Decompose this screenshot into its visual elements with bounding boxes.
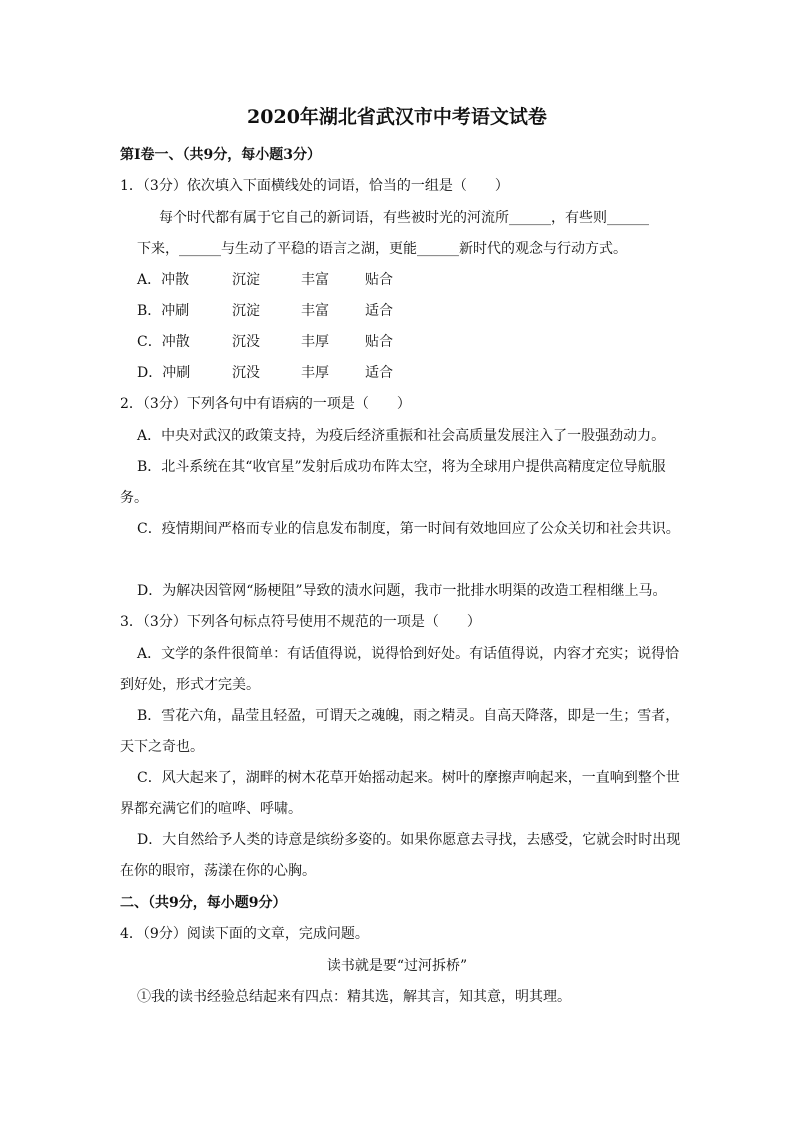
part1-header: 第Ⅰ卷一、（共9分，每小题3分） bbox=[120, 147, 322, 163]
q2-option-b-line2: 务。 bbox=[120, 490, 148, 506]
q1-option-b-word2: 沉淀 bbox=[232, 303, 260, 319]
q3-option-c-line2: 界都充满它们的喧哗、呼啸。 bbox=[120, 801, 302, 817]
q1-option-d-word1: D．冲刷 bbox=[137, 365, 191, 381]
q2-option-d: D．为解决因管网“肠梗阻”导致的渍水问题，我市一批排水明渠的改造工程相继上马。 bbox=[137, 583, 667, 599]
q1-option-d-word4: 适合 bbox=[365, 365, 393, 381]
q1-stem: 1．（3分）依次填入下面横线处的词语，恰当的一组是（ ） bbox=[120, 178, 509, 194]
q1-option-d-word2: 沉没 bbox=[232, 365, 260, 381]
q4-paragraph-1: ①我的读书经验总结起来有四点：精其选，解其言，知其意，明其理。 bbox=[137, 989, 571, 1005]
q1-option-a-word2: 沉淀 bbox=[232, 272, 260, 288]
q1-option-b-word1: B．冲刷 bbox=[137, 303, 190, 319]
part2-header: 二、（共9分，每小题9分） bbox=[120, 895, 287, 911]
q3-option-a-line2: 到好处，形式才完美。 bbox=[120, 677, 260, 693]
q1-option-c-word3: 丰厚 bbox=[301, 334, 329, 350]
q1-option-c-word2: 沉没 bbox=[232, 334, 260, 350]
q1-option-b-word4: 适合 bbox=[365, 303, 393, 319]
q3-option-a-line1: A．文学的条件很简单：有话值得说，说得恰到好处。有话值得说，内容才充实；说得恰 bbox=[137, 646, 680, 662]
q2-option-c: C．疫情期间严格而专业的信息发布制度，第一时间有效地回应了公众关切和社会共识。 bbox=[137, 521, 680, 537]
q3-option-b-line1: B．雪花六角，晶莹且轻盈，可谓天之魂魄，雨之精灵。自高天降落，即是一生；雪者， bbox=[137, 708, 680, 724]
q2-option-a: A．中央对武汉的政策支持，为疫后经济重振和社会高质量发展注入了一股强劲动力。 bbox=[137, 428, 666, 444]
q1-passage-line2: 下来，______与生动了平稳的语言之湖，更能______新时代的观念与行动方式。 bbox=[137, 241, 627, 257]
q1-option-c-word1: C．冲散 bbox=[137, 334, 190, 350]
q1-option-a-word3: 丰富 bbox=[301, 272, 329, 288]
q1-option-c-word4: 贴合 bbox=[365, 334, 393, 350]
q3-option-c-line1: C．风大起来了，湖畔的树木花草开始摇动起来。树叶的摩擦声响起来，一直响到整个世 bbox=[137, 770, 680, 786]
q1-passage-line1: 每个时代都有属于它自己的新词语，有些被时光的河流所______，有些则______ bbox=[159, 210, 649, 226]
q2-option-b-line1: B．北斗系统在其“收官星”发射后成功布阵太空，将为全球用户提供高精度定位导航服 bbox=[137, 459, 666, 475]
q3-option-d-line2: 在你的眼帘，荡漾在你的心胸。 bbox=[120, 863, 316, 879]
q2-stem: 2．（3分）下列各句中有语病的一项是（ ） bbox=[120, 396, 411, 412]
q3-option-d-line1: D．大自然给予人类的诗意是缤纷多姿的。如果你愿意去寻找，去感受，它就会时时出现 bbox=[137, 832, 681, 848]
q1-option-b-word3: 丰富 bbox=[301, 303, 329, 319]
q1-option-a-word4: 贴合 bbox=[365, 272, 393, 288]
q3-option-b-line2: 天下之奇也。 bbox=[120, 739, 204, 755]
page-title: 2020年湖北省武汉市中考语文试卷 bbox=[247, 106, 547, 128]
q1-option-d-word3: 丰厚 bbox=[301, 365, 329, 381]
q4-article-title: 读书就是要“过河拆桥” bbox=[326, 958, 468, 974]
q1-option-a-word1: A．冲散 bbox=[137, 272, 190, 288]
q3-stem: 3．（3分）下列各句标点符号使用不规范的一项是（ ） bbox=[120, 614, 481, 630]
q4-stem: 4．（9分）阅读下面的文章，完成问题。 bbox=[120, 926, 369, 942]
